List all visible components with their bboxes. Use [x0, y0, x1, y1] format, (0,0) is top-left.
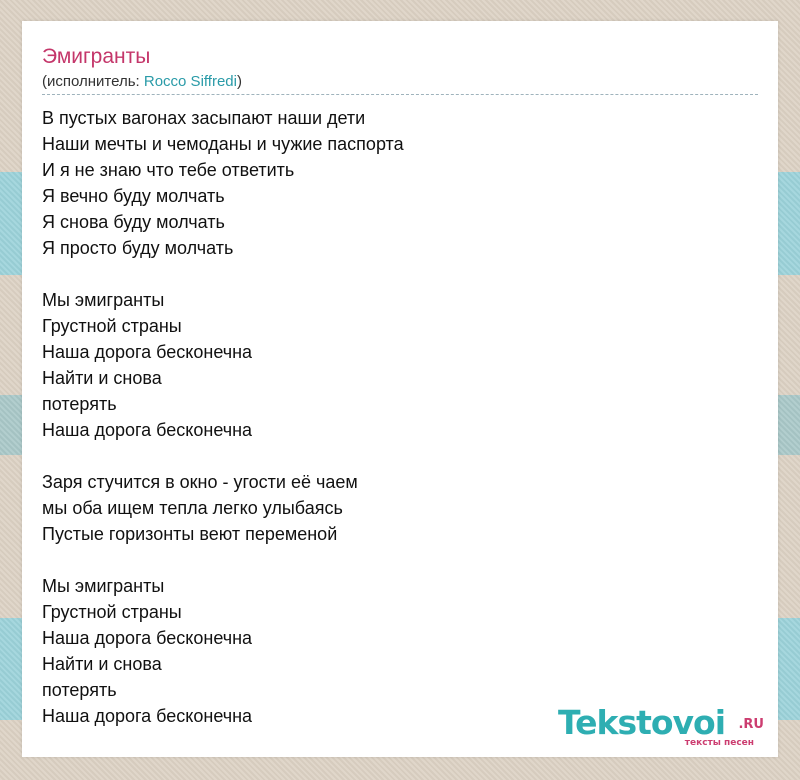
lyric-line: Грустной страны [42, 316, 182, 336]
lyric-line: Грустной страны [42, 602, 182, 622]
lyric-line: Найти и снова [42, 368, 162, 388]
logo-domain: .RU [738, 717, 764, 732]
logo-wordmark: Tekstovoi [558, 703, 726, 742]
lyric-line: Наша дорога бесконечна [42, 420, 253, 440]
lyric-line: Наша дорога бесконечна [42, 342, 253, 362]
lyric-line: Наша дорога бесконечна [42, 706, 253, 726]
lyric-line: потерять [42, 680, 117, 700]
lyric-line: Я снова буду молчать [42, 212, 225, 232]
lyric-line: И я не знаю что тебе ответить [42, 160, 295, 180]
artist-link[interactable]: Rocco Siffredi [143, 73, 237, 90]
lyric-line: Я вечно буду молчать [42, 186, 225, 206]
artist-line [42, 73, 758, 95]
lyric-line: Мы эмигранты [42, 576, 165, 596]
site-logo[interactable] [558, 705, 768, 749]
lyric-line: Найти и снова [42, 654, 162, 674]
artist-prefix: (исполнитель: [42, 73, 144, 90]
lyrics-text [42, 105, 404, 729]
lyric-blank-line [42, 261, 404, 287]
lyric-line: Мы эмигранты [42, 290, 165, 310]
logo-tagline: тексты песен [684, 738, 754, 748]
lyric-line: Я просто буду молчать [42, 238, 234, 258]
lyric-blank-line [42, 547, 404, 573]
lyric-blank-line [42, 443, 404, 469]
lyric-line: мы оба ищем тепла легко улыбаясь [42, 498, 343, 518]
artist-suffix: ) [236, 73, 242, 90]
lyrics-card [22, 21, 778, 757]
song-title: Эмигранты [42, 45, 151, 68]
lyric-line: Заря стучится в окно - угости её чаем [42, 472, 358, 492]
lyric-line: Наши мечты и чемоданы и чужие паспорта [42, 134, 404, 154]
lyric-line: Пустые горизонты веют переменой [42, 524, 338, 544]
lyric-line: Наша дорога бесконечна [42, 628, 253, 648]
lyric-line: В пустых вагонах засыпают наши дети [42, 108, 366, 128]
lyric-line: потерять [42, 394, 117, 414]
